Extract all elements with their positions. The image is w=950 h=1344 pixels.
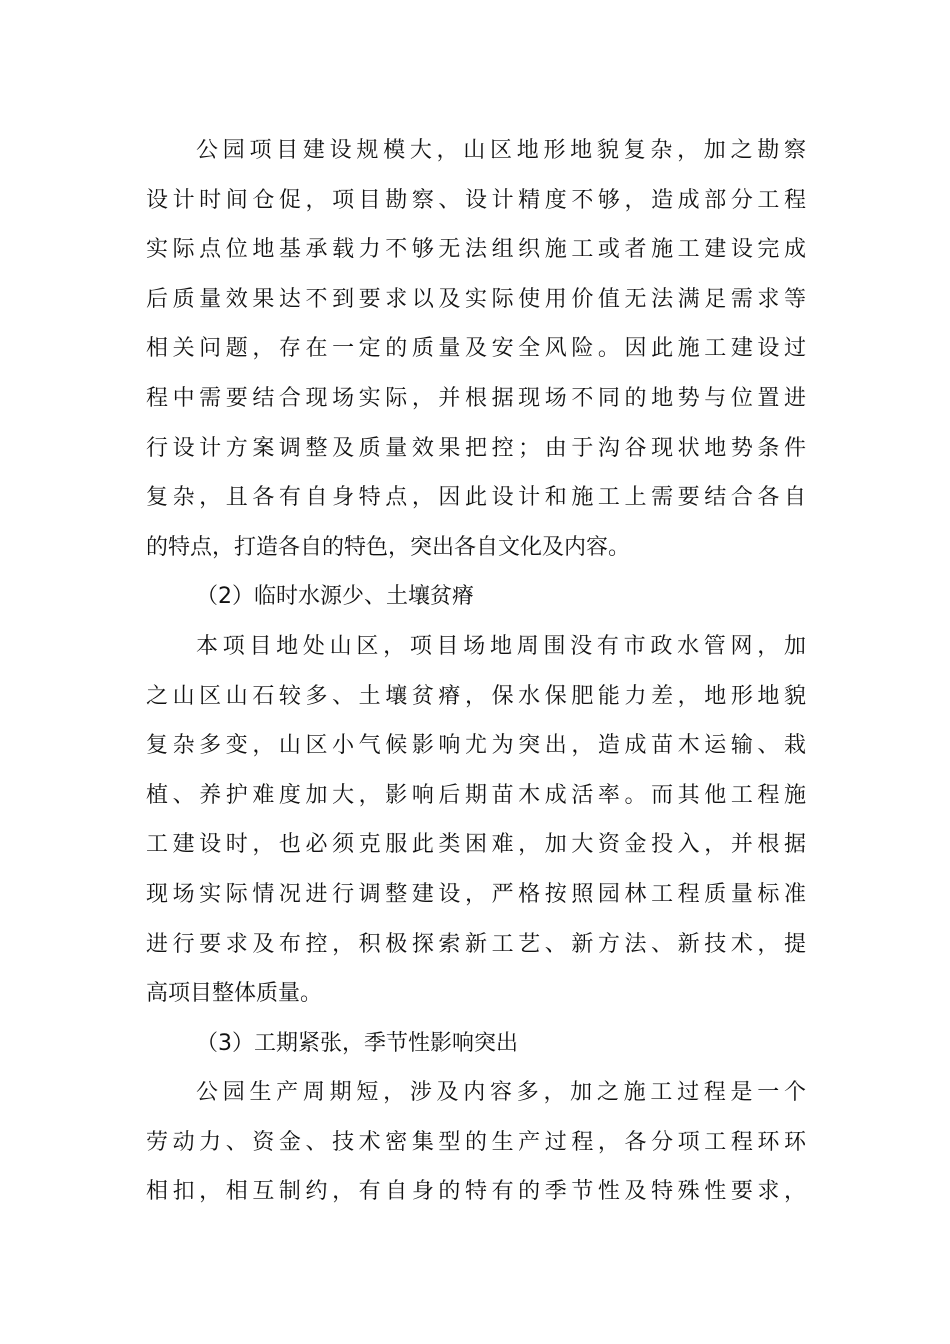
text-line: 公园生产周期短，涉及内容多，加之施工过程是一个 xyxy=(196,1080,806,1106)
text-line: 复杂多变，山区小气候影响尤为突出，造成苗木运输、栽 xyxy=(146,733,806,759)
paragraph-3 xyxy=(146,1068,806,1217)
text-line: 进行要求及布控，积极探索新工艺、新方法、新技术，提 xyxy=(146,931,806,957)
paragraph-2 xyxy=(146,622,806,1019)
text-line: 之山区山石较多、土壤贫瘠，保水保肥能力差，地形地貌 xyxy=(146,683,806,709)
text-line: 现场实际情况进行调整建设，严格按照园林工程质量标准 xyxy=(146,881,806,907)
text-line: 复杂，且各有自身特点，因此设计和施工上需要结合各自 xyxy=(146,485,806,511)
document-page xyxy=(146,126,806,1217)
text-line: 高项目整体质量。 xyxy=(146,981,323,1007)
text-line: 相关问题，存在一定的质量及安全风险。因此施工建设过 xyxy=(146,336,806,362)
text-line: 设计时间仓促，项目勘察、设计精度不够，造成部分工程 xyxy=(146,187,806,213)
text-line: 植、养护难度加大，影响后期苗木成活率。而其他工程施 xyxy=(146,782,806,808)
text-line: 相扣，相互制约，有自身的特有的季节性及特殊性要求， xyxy=(146,1179,806,1205)
section-heading-2 xyxy=(146,572,806,622)
text-line: 行设计方案调整及质量效果把控；由于沟谷现状地势条件 xyxy=(146,435,806,461)
heading-text: （3）工期紧张，季节性影响突出 xyxy=(196,1030,518,1056)
text-line: 程中需要结合现场实际，并根据现场不同的地势与位置进 xyxy=(146,385,806,411)
section-heading-3 xyxy=(146,1019,806,1069)
heading-text: （2）临时水源少、土壤贫瘠 xyxy=(196,584,474,610)
text-line: 工建设时，也必须克服此类困难，加大资金投入，并根据 xyxy=(146,832,806,858)
text-line: 本项目地处山区，项目场地周围没有市政水管网，加 xyxy=(196,633,806,659)
text-line: 实际点位地基承载力不够无法组织施工或者施工建设完成 xyxy=(146,237,806,263)
text-line: 后质量效果达不到要求以及实际使用价值无法满足需求等 xyxy=(146,286,806,312)
paragraph-1 xyxy=(146,126,806,572)
text-line: 的特点，打造各自的特色，突出各自文化及内容。 xyxy=(146,534,631,560)
text-line: 公园项目建设规模大，山区地形地貌复杂，加之勘察 xyxy=(196,138,806,163)
text-line: 劳动力、资金、技术密集型的生产过程，各分项工程环环 xyxy=(146,1129,806,1155)
